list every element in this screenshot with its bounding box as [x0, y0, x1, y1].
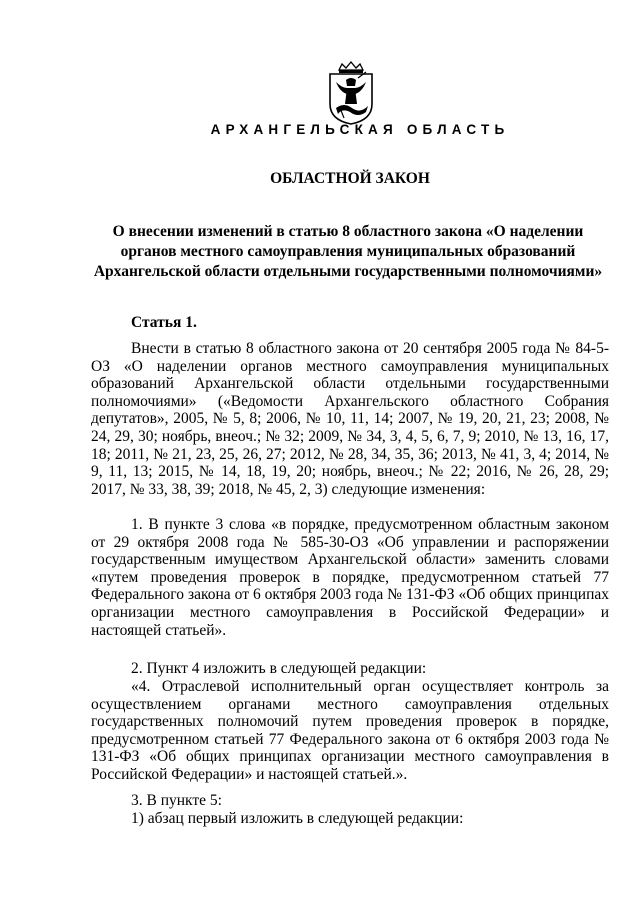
article-heading: Статья 1.	[131, 314, 197, 331]
paragraph-intro: Внести в статью 8 областного закона от 20 сентября 2005 года № 84-5-ОЗ «О наделении органов местного самоуправления муниципальных образований Архангельской области отдельными государственными полномочиями» («Ведомости Архангельского областного Собрания депутатов», 2005, № 5, 8; 2006, № 10, 11, 14; 2007, № 19, 20, 21, 23; 2008, № 24, 29, 30; ноябрь, внеоч.; № 32; 2009, № 34, 3, 4, 5, 6, 7, 9; 2010, № 13, 16, 17, 18; 2011, № 21, 23, 25, 26, 27; 2012, № 28, 34, 35, 36; 2013, № 41, 3, 4; 2014, № 9, 11, 13; 2015, № 14, 18, 19, 20; ноябрь, внеоч.; № 22; 2016, № 26, 28, 29; 2017, № 33, 38, 39; 2018, № 45, 2, 3) следующие изменения:	[91, 340, 609, 498]
paragraph-item-1: 1. В пункте 3 слова «в порядке, предусмотренном областным законом от 29 октября 2008 года № 585-30-ОЗ «Об управлении и распоряжении государственным имуществом Архангельской области» заменить словами «путем проведения проверок в порядке, предусмотренном статьей 77 Федерального закона от 6 октября 2003 года № 131-ФЗ «Об общих принципах организации местного самоуправления в Российской Федерации» и настоящей статьей».	[91, 516, 609, 639]
paragraph-item-2-text: «4. Отраслевой исполнительный орган осуществляет контроль за осуществлением органами местного самоуправления отдельных государственных полномочий путем проведения проверок в порядке, предусмотренном статьей 77 Федерального закона от 6 октября 2003 года № 131-ФЗ «Об общих принципах организации местного самоуправления в Российской Федерации» и настоящей статьей.».	[91, 678, 609, 783]
coat-of-arms-emblem-icon	[322, 60, 380, 126]
paragraph-item-3-sub-1: 1) абзац первый изложить в следующей редакции:	[131, 810, 464, 827]
document-type: ОБЛАСТНОЙ ЗАКОН	[270, 170, 430, 187]
paragraph-item-3: 3. В пункте 5:	[131, 792, 222, 809]
law-title: О внесении изменений в статью 8 областного закона «О наделении органов местного самоуправления муниципальных образований Архангельской области отдельными государственными полномочиями»	[93, 223, 603, 280]
region-name: АРХАНГЕЛЬСКАЯ ОБЛАСТЬ	[210, 122, 510, 137]
paragraph-item-2: 2. Пункт 4 изложить в следующей редакции:	[131, 660, 427, 677]
